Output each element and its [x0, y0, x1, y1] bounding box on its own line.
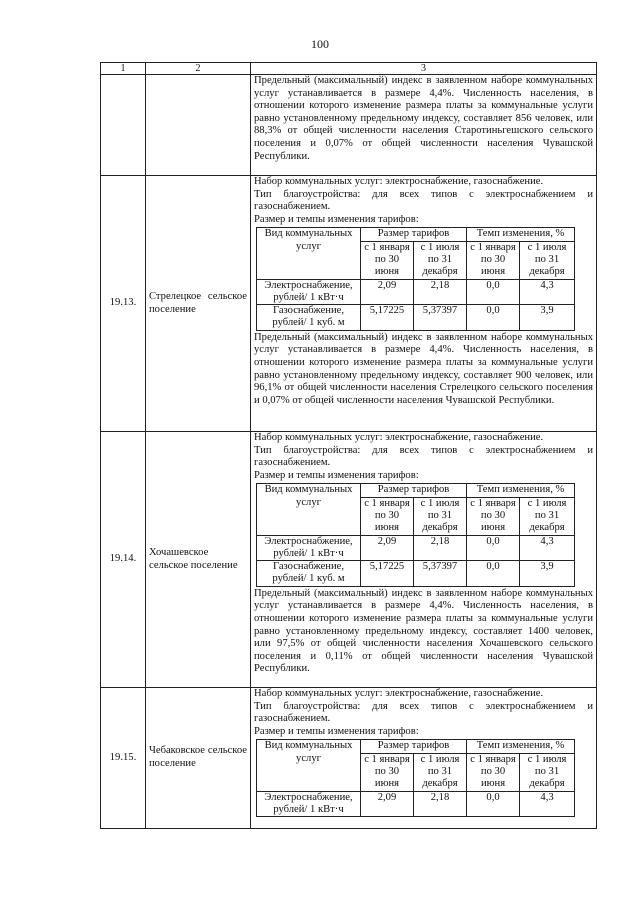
tariff-row — [257, 561, 575, 587]
period-header: с 1 июля по 31 декабря — [520, 241, 575, 279]
section-row — [101, 432, 597, 688]
service-name: Газоснабжение, рублей/ 1 куб. м — [257, 305, 361, 331]
rate-value: 4,3 — [520, 279, 575, 305]
column-numbers-row — [101, 63, 597, 75]
period-header: с 1 июля по 31 декабря — [520, 497, 575, 535]
settlement-name: Стрелецкое сельское поселение — [146, 176, 251, 432]
rate-value: 0,0 — [467, 561, 520, 587]
service-name: Электроснабжение, рублей/ 1 кВт·ч — [257, 535, 361, 561]
settlement-name: Чебаковское сельское поселение — [146, 688, 251, 829]
tariff-value: 2,09 — [361, 535, 414, 561]
index-paragraph: Предельный (максимальный) индекс в заявленном наборе коммунальных услуг устанавливается в размере 4,4%. Численность населения, в отношении которого изменение размера платы за коммунальные услуги равно установленному предельному индексу, составляет 856 человек, или 88,3% от общей численности населения Старотиньгешского сельского поселения и 0,07% от общей численности населения Чувашской Республики. — [254, 75, 593, 162]
rate-value: 0,0 — [467, 279, 520, 305]
index-paragraph: Предельный (максимальный) индекс в заявленном наборе коммунальных услуг устанавливается в размере 4,4%. Численность населения, в отношении которого изменение размера платы за коммунальные услуги равно установленному предельному индексу, составляет 900 человек, или 96,1% от общей численности населения Стрелецкого сельского поселения и 0,07% от общей численности населения Чувашской Республики. — [254, 331, 593, 406]
rates-title: Размер и темпы изменения тарифов: — [254, 213, 419, 225]
document-table — [100, 62, 597, 829]
tariff-value: 5,17225 — [361, 305, 414, 331]
service-name: Электроснабжение, рублей/ 1 кВт·ч — [257, 279, 361, 305]
section-number: 19.15. — [101, 688, 146, 829]
section-row — [101, 75, 597, 176]
rates-title: Размер и темпы изменения тарифов: — [254, 469, 419, 481]
tariff-value: 2,09 — [361, 279, 414, 305]
improvement-type: Тип благоустройства: для всех типов с электроснабжением и газоснабжением. — [254, 188, 593, 213]
section-number: 19.14. — [101, 432, 146, 688]
tariff-row — [257, 535, 575, 561]
period-header: с 1 января по 30 июня — [467, 753, 520, 791]
period-header: с 1 января по 30 июня — [361, 241, 414, 279]
size-header: Размер тарифов — [361, 740, 467, 753]
tariff-value: 2,18 — [414, 791, 467, 817]
rate-value: 4,3 — [520, 791, 575, 817]
column-number: 2 — [146, 63, 251, 75]
services-set: Набор коммунальных услуг: электроснабжение, газоснабжение. — [254, 176, 544, 187]
kind-header: Вид коммунальных услуг — [257, 740, 361, 791]
column-number: 1 — [101, 63, 146, 75]
kind-header: Вид коммунальных услуг — [257, 228, 361, 279]
services-set: Набор коммунальных услуг: электроснабжение, газоснабжение. — [254, 432, 544, 443]
settlement-name: Хочашевское сельское поселение — [146, 432, 251, 688]
column-number: 3 — [251, 63, 597, 75]
service-name: Электроснабжение, рублей/ 1 кВт·ч — [257, 791, 361, 817]
rate-value: 0,0 — [467, 305, 520, 331]
improvement-type: Тип благоустройства: для всех типов с электроснабжением и газоснабжением. — [254, 444, 593, 469]
improvement-type: Тип благоустройства: для всех типов с электроснабжением и газоснабжением. — [254, 700, 593, 725]
tariff-value: 2,18 — [414, 535, 467, 561]
tariff-table — [256, 483, 575, 586]
rate-value: 0,0 — [467, 791, 520, 817]
services-set: Набор коммунальных услуг: электроснабжение, газоснабжение. — [254, 688, 544, 699]
tariff-value: 2,18 — [414, 279, 467, 305]
settlement-name — [146, 75, 251, 176]
section-row — [101, 688, 597, 829]
period-header: с 1 июля по 31 декабря — [520, 753, 575, 791]
period-header: с 1 января по 30 июня — [467, 241, 520, 279]
section-row — [101, 176, 597, 432]
period-header: с 1 июля по 31 декабря — [414, 241, 467, 279]
size-header: Размер тарифов — [361, 484, 467, 497]
tariff-value: 5,37397 — [414, 305, 467, 331]
rate-value: 0,0 — [467, 535, 520, 561]
rate-value: 3,9 — [520, 561, 575, 587]
tariff-row — [257, 305, 575, 331]
tariff-row — [257, 791, 575, 817]
size-header: Размер тарифов — [361, 228, 467, 241]
kind-header: Вид коммунальных услуг — [257, 484, 361, 535]
rate-value: 3,9 — [520, 305, 575, 331]
period-header: с 1 июля по 31 декабря — [414, 497, 467, 535]
section-number — [101, 75, 146, 176]
rate-value: 4,3 — [520, 535, 575, 561]
tariff-row — [257, 279, 575, 305]
index-paragraph: Предельный (максимальный) индекс в заявленном наборе коммунальных услуг устанавливается в размере 4,4%. Численность населения, в отношении которого изменение размера платы за коммунальные услуги равно установленному предельному индексу, составляет 1400 человек, или 97,5% от общей численности населения Хочашевского сельского поселения и 0,11% от общей численности населения Чувашской Республики. — [254, 587, 593, 675]
rate-header: Темп изменения, % — [467, 740, 575, 753]
tariff-table — [256, 739, 575, 817]
period-header: с 1 января по 30 июня — [467, 497, 520, 535]
period-header: с 1 июля по 31 декабря — [414, 753, 467, 791]
tariff-value: 2,09 — [361, 791, 414, 817]
rate-header: Темп изменения, % — [467, 484, 575, 497]
tariff-value: 5,17225 — [361, 561, 414, 587]
period-header: с 1 января по 30 июня — [361, 753, 414, 791]
tariff-value: 5,37397 — [414, 561, 467, 587]
rate-header: Темп изменения, % — [467, 228, 575, 241]
rates-title: Размер и темпы изменения тарифов: — [254, 725, 419, 737]
period-header: с 1 января по 30 июня — [361, 497, 414, 535]
tariff-table — [256, 227, 575, 330]
service-name: Газоснабжение, рублей/ 1 куб. м — [257, 561, 361, 587]
section-number: 19.13. — [101, 176, 146, 432]
page-number: 100 — [311, 37, 329, 51]
